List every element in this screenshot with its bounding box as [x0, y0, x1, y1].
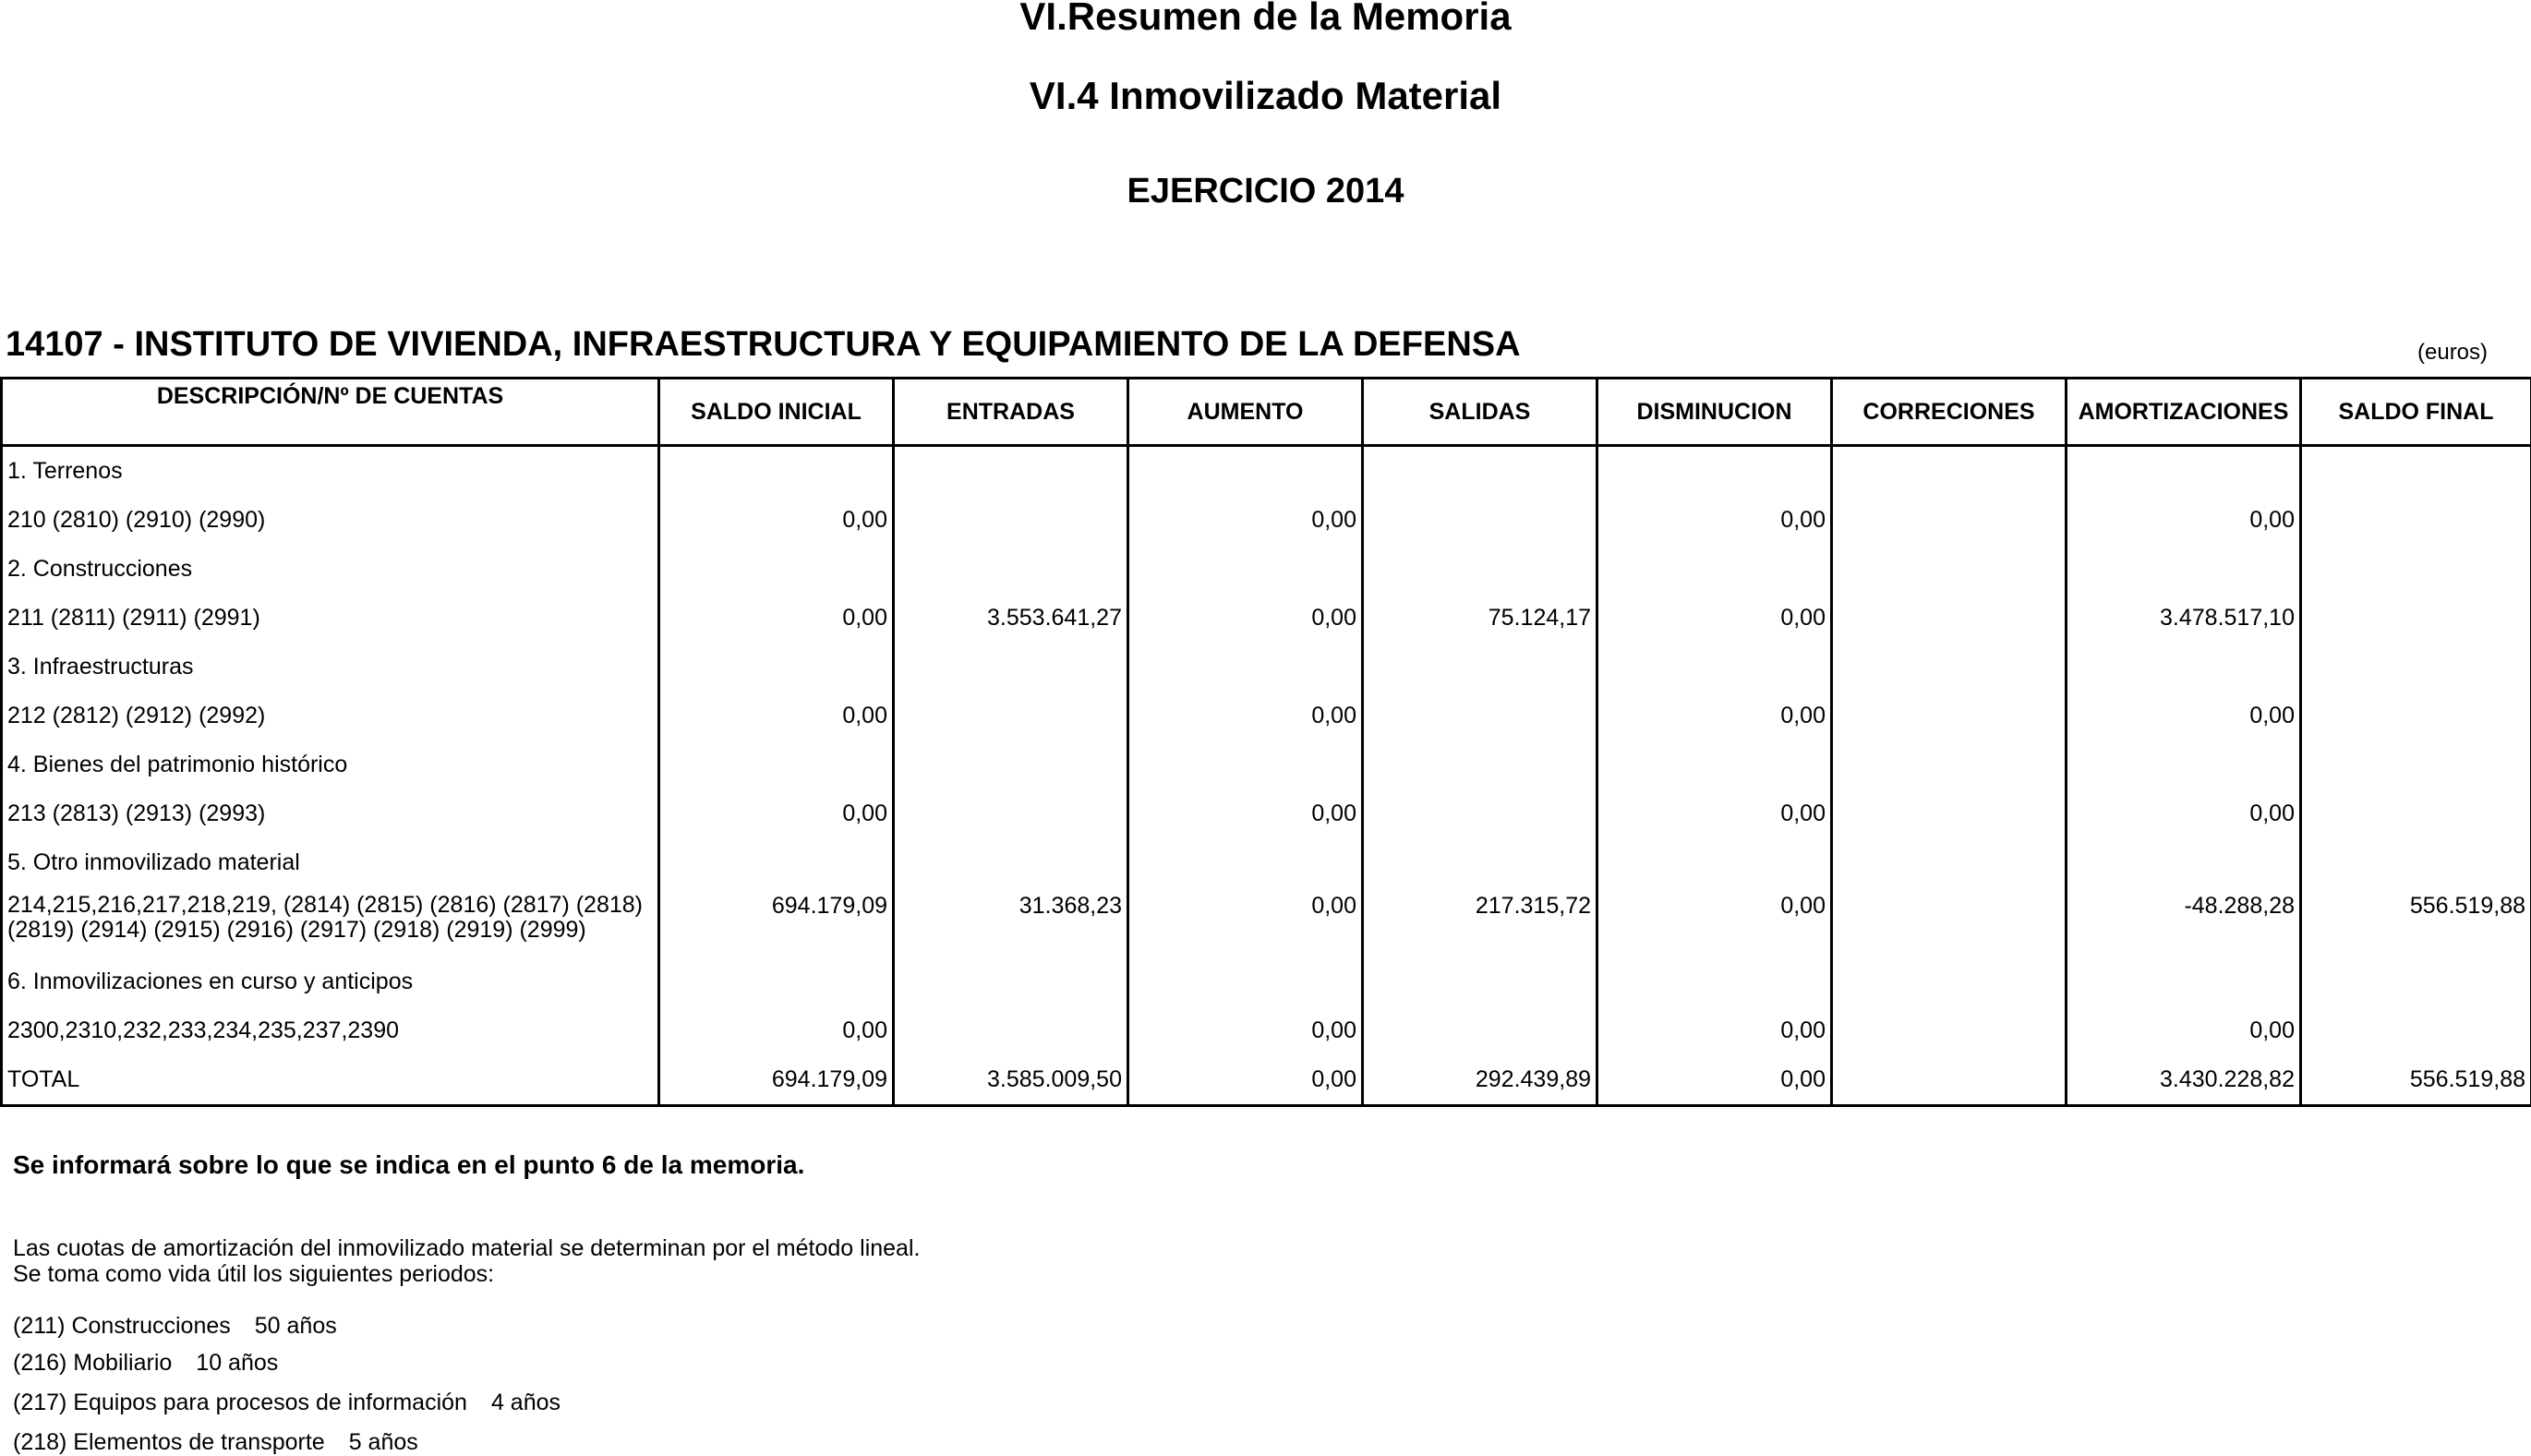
cell-saldo-inicial	[659, 838, 894, 887]
cell-saldo-inicial	[659, 446, 894, 497]
cell-salidas	[1363, 838, 1597, 887]
cell-disminucion: 0,00	[1597, 789, 1832, 838]
row-label: 2. Construcciones	[2, 545, 659, 594]
cell-aumento: 0,00	[1128, 594, 1363, 643]
cell-disminucion: 0,00	[1597, 887, 1832, 957]
cell-entradas: 3.553.641,27	[894, 594, 1128, 643]
cell-disminucion: 0,00	[1597, 692, 1832, 740]
cell-correciones	[1832, 789, 2067, 838]
cell-saldo-inicial: 0,00	[659, 692, 894, 740]
cell-salidas: 75.124,17	[1363, 594, 1597, 643]
cell-entradas	[894, 1006, 1128, 1055]
row-label-line-2: (2819) (2914) (2915) (2916) (2917) (2918) (2919) (2999)	[7, 917, 586, 943]
cell-aumento: 0,00	[1128, 789, 1363, 838]
cell-salidas	[1363, 1006, 1597, 1055]
cell-entradas	[894, 957, 1128, 1006]
cell-disminucion	[1597, 446, 1832, 497]
cell-salidas	[1363, 446, 1597, 497]
units-label: (euros)	[2417, 340, 2489, 365]
cell-entradas	[894, 789, 1128, 838]
row-label: 213 (2813) (2913) (2993)	[2, 789, 659, 838]
row-label-line-1: 214,215,216,217,218,219, (2814) (2815) (2816) (2817) (2818)	[7, 892, 644, 918]
cell-correciones	[1832, 957, 2067, 1006]
cell-amortizaciones: 0,00	[2067, 692, 2301, 740]
cell-entradas	[894, 496, 1128, 545]
cell-correciones	[1832, 545, 2067, 594]
useful-life-account: (218) Elementos de transporte	[13, 1429, 325, 1455]
column-header-description: DESCRIPCIÓN/Nº DE CUENTAS	[2, 379, 659, 446]
cell-salidas: 217.315,72	[1363, 887, 1597, 957]
exercise-year: EJERCICIO 2014	[1127, 172, 1404, 211]
cell-correciones	[1832, 496, 2067, 545]
cell-amortizaciones	[2067, 446, 2301, 497]
column-header-saldo-inicial: SALDO INICIAL	[659, 379, 894, 446]
cell-disminucion	[1597, 545, 1832, 594]
cell-aumento	[1128, 446, 1363, 497]
row-label: 5. Otro inmovilizado material	[2, 838, 659, 887]
useful-life-years: 5 años	[348, 1429, 418, 1455]
useful-life-years: 10 años	[196, 1350, 279, 1376]
cell-saldo-final	[2301, 496, 2531, 545]
cell-correciones	[1832, 740, 2067, 789]
cell-entradas: 31.368,23	[894, 887, 1128, 957]
cell-saldo-inicial: 0,00	[659, 789, 894, 838]
cell-entradas	[894, 446, 1128, 497]
cell-salidas	[1363, 789, 1597, 838]
cell-salidas	[1363, 643, 1597, 692]
cell-amortizaciones: 0,00	[2067, 496, 2301, 545]
useful-life-account: (216) Mobiliario	[13, 1350, 173, 1376]
cell-correciones	[1832, 1006, 2067, 1055]
row-label: 212 (2812) (2912) (2992)	[2, 692, 659, 740]
cell-correciones	[1832, 446, 2067, 497]
cell-amortizaciones	[2067, 740, 2301, 789]
cell-saldo-final	[2301, 643, 2531, 692]
cell-aumento: 0,00	[1128, 1055, 1363, 1106]
table-row	[2, 692, 2531, 740]
cell-correciones	[1832, 692, 2067, 740]
cell-saldo-final	[2301, 1006, 2531, 1055]
column-header-correciones: CORRECIONES	[1832, 379, 2067, 446]
cell-salidas	[1363, 740, 1597, 789]
table-header-row	[2, 379, 2531, 446]
cell-saldo-final	[2301, 957, 2531, 1006]
cell-correciones	[1832, 887, 2067, 957]
cell-saldo-final	[2301, 594, 2531, 643]
row-label: 6. Inmovilizaciones en curso y anticipos	[2, 957, 659, 1006]
cell-amortizaciones: 0,00	[2067, 1006, 2301, 1055]
cell-saldo-final	[2301, 789, 2531, 838]
cell-salidas: 292.439,89	[1363, 1055, 1597, 1106]
table-row	[2, 446, 2531, 497]
column-header-amortizaciones: AMORTIZACIONES	[2067, 379, 2301, 446]
cell-amortizaciones: -48.288,28	[2067, 887, 2301, 957]
cell-saldo-inicial: 0,00	[659, 594, 894, 643]
cell-aumento	[1128, 740, 1363, 789]
cell-disminucion	[1597, 957, 1832, 1006]
cell-disminucion	[1597, 740, 1832, 789]
table-row	[2, 789, 2531, 838]
cell-correciones	[1832, 1055, 2067, 1106]
cell-aumento: 0,00	[1128, 1006, 1363, 1055]
table-row	[2, 740, 2531, 789]
useful-life-item	[13, 1390, 560, 1416]
cell-salidas	[1363, 957, 1597, 1006]
useful-life-years: 50 años	[254, 1313, 337, 1339]
useful-life-intro-text: Se toma como vida útil los siguientes periodos:	[13, 1261, 495, 1287]
table-row	[2, 887, 2531, 957]
amortization-method-text: Las cuotas de amortización del inmovilizado material se determinan por el método lineal.	[13, 1235, 921, 1261]
useful-life-account: (211) Construcciones	[13, 1313, 231, 1339]
cell-saldo-inicial	[659, 545, 894, 594]
row-label: 1. Terrenos	[2, 446, 659, 497]
cell-entradas: 3.585.009,50	[894, 1055, 1128, 1106]
cell-aumento: 0,00	[1128, 496, 1363, 545]
row-label: 211 (2811) (2911) (2991)	[2, 594, 659, 643]
cell-entradas	[894, 545, 1128, 594]
useful-life-item	[13, 1313, 337, 1340]
cell-aumento	[1128, 643, 1363, 692]
cell-saldo-final	[2301, 838, 2531, 887]
cell-salidas	[1363, 545, 1597, 594]
cell-saldo-final	[2301, 446, 2531, 497]
cell-entradas	[894, 692, 1128, 740]
cell-entradas	[894, 643, 1128, 692]
table-row	[2, 643, 2531, 692]
cell-saldo-inicial: 694.179,09	[659, 1055, 894, 1106]
cell-disminucion	[1597, 838, 1832, 887]
cell-amortizaciones	[2067, 957, 2301, 1006]
useful-life-item	[13, 1350, 278, 1377]
cell-amortizaciones	[2067, 643, 2301, 692]
column-header-aumento: AUMENTO	[1128, 379, 1363, 446]
cell-saldo-final	[2301, 692, 2531, 740]
table-row	[2, 957, 2531, 1006]
column-header-disminucion: DISMINUCION	[1597, 379, 1832, 446]
row-label: 210 (2810) (2910) (2990)	[2, 496, 659, 545]
cell-entradas	[894, 740, 1128, 789]
column-header-entradas: ENTRADAS	[894, 379, 1128, 446]
cell-salidas	[1363, 496, 1597, 545]
row-label: 4. Bienes del patrimonio histórico	[2, 740, 659, 789]
cell-saldo-inicial	[659, 740, 894, 789]
cell-amortizaciones: 3.478.517,10	[2067, 594, 2301, 643]
cell-saldo-inicial	[659, 643, 894, 692]
cell-salidas	[1363, 692, 1597, 740]
cell-aumento	[1128, 838, 1363, 887]
cell-correciones	[1832, 643, 2067, 692]
cell-aumento	[1128, 957, 1363, 1006]
cell-saldo-inicial: 694.179,09	[659, 887, 894, 957]
cell-amortizaciones	[2067, 838, 2301, 887]
cell-correciones	[1832, 838, 2067, 887]
table-row	[2, 496, 2531, 545]
cell-aumento: 0,00	[1128, 692, 1363, 740]
cell-saldo-final: 556.519,88	[2301, 887, 2531, 957]
row-label: 3. Infraestructuras	[2, 643, 659, 692]
cell-saldo-final: 556.519,88	[2301, 1055, 2531, 1106]
report-subtitle: VI.4 Inmovilizado Material	[1029, 74, 1502, 117]
cell-aumento: 0,00	[1128, 887, 1363, 957]
cell-saldo-inicial	[659, 957, 894, 1006]
cell-amortizaciones	[2067, 545, 2301, 594]
cell-disminucion	[1597, 643, 1832, 692]
cell-amortizaciones: 3.430.228,82	[2067, 1055, 2301, 1106]
table-row	[2, 1006, 2531, 1055]
cell-disminucion: 0,00	[1597, 594, 1832, 643]
useful-life-account: (217) Equipos para procesos de información	[13, 1390, 467, 1415]
row-label	[2, 887, 659, 957]
column-header-salidas: SALIDAS	[1363, 379, 1597, 446]
cell-saldo-final	[2301, 545, 2531, 594]
row-label: 2300,2310,232,233,234,235,237,2390	[2, 1006, 659, 1055]
column-header-saldo-final: SALDO FINAL	[2301, 379, 2531, 446]
cell-disminucion: 0,00	[1597, 1006, 1832, 1055]
useful-life-item	[13, 1429, 418, 1456]
total-row	[2, 1055, 2531, 1106]
cell-correciones	[1832, 594, 2067, 643]
cell-saldo-inicial: 0,00	[659, 496, 894, 545]
cell-saldo-final	[2301, 740, 2531, 789]
entity-heading: 14107 - INSTITUTO DE VIVIENDA, INFRAESTRUCTURA Y EQUIPAMIENTO DE LA DEFENSA	[6, 325, 1521, 364]
report-title: VI.Resumen de la Memoria	[1019, 0, 1512, 38]
cell-disminucion: 0,00	[1597, 1055, 1832, 1106]
row-label: TOTAL	[2, 1055, 659, 1106]
cell-saldo-inicial: 0,00	[659, 1006, 894, 1055]
cell-disminucion: 0,00	[1597, 496, 1832, 545]
fixed-assets-table	[0, 377, 2531, 1107]
table-row	[2, 838, 2531, 887]
notes-heading: Se informará sobre lo que se indica en el punto 6 de la memoria.	[13, 1150, 805, 1179]
cell-entradas	[894, 838, 1128, 887]
cell-aumento	[1128, 545, 1363, 594]
useful-life-years: 4 años	[490, 1390, 561, 1415]
table-row	[2, 545, 2531, 594]
cell-amortizaciones: 0,00	[2067, 789, 2301, 838]
table-row	[2, 594, 2531, 643]
